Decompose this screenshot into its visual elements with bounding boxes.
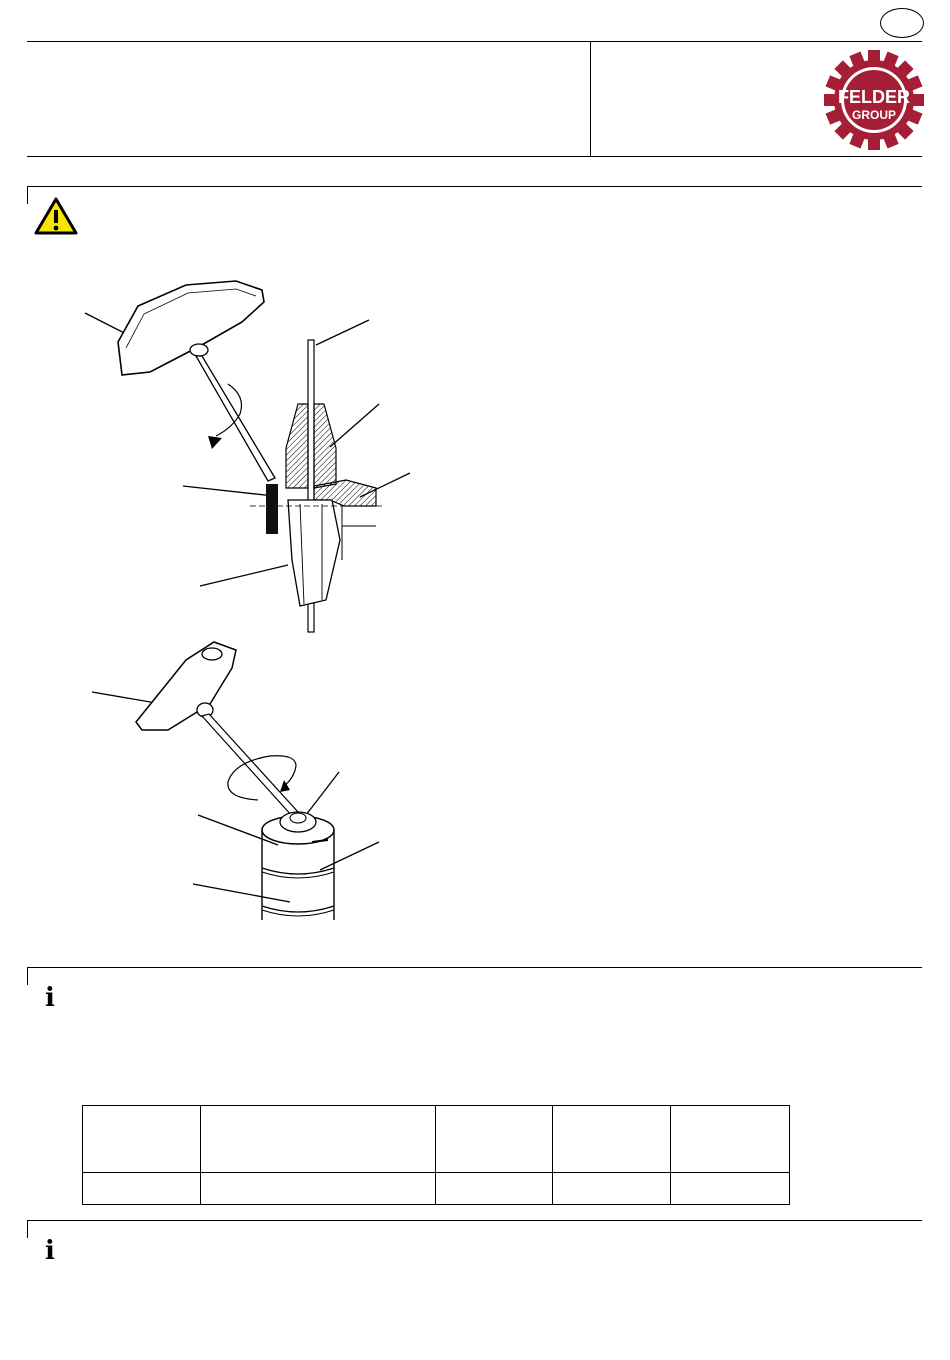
header-bottom-rule <box>27 156 922 157</box>
info-icon: i <box>45 1236 55 1266</box>
table-row <box>83 1173 790 1205</box>
warning-triangle-icon <box>34 197 78 235</box>
info-section-2-marker <box>27 1220 28 1238</box>
logo-word-bottom: GROUP <box>851 108 897 122</box>
table-header-cell <box>436 1106 553 1173</box>
info-section-1-rule <box>27 967 922 968</box>
table-cell <box>552 1173 670 1205</box>
table-header-cell <box>552 1106 670 1173</box>
table-cell <box>436 1173 553 1205</box>
table-header-cell <box>671 1106 790 1173</box>
info-section-2-rule <box>27 1220 922 1221</box>
table-cell <box>83 1173 201 1205</box>
figure-arbor-section <box>80 275 420 635</box>
info-icon: i <box>45 983 55 1013</box>
spec-table <box>82 1105 790 1205</box>
table-header-row <box>83 1106 790 1173</box>
header-divider <box>590 41 591 156</box>
felder-group-logo <box>822 48 926 152</box>
table-cell <box>201 1173 436 1205</box>
warning-section-marker <box>27 186 28 204</box>
info-section-1-marker <box>27 967 28 985</box>
logo-word-top: FELDER <box>838 87 910 107</box>
header-top-rule <box>27 41 922 42</box>
language-badge <box>880 8 924 38</box>
table-cell <box>671 1173 790 1205</box>
table-header-cell <box>201 1106 436 1173</box>
table-header-cell <box>83 1106 201 1173</box>
warning-section-rule <box>27 186 922 187</box>
figure-key-arbor <box>88 638 388 928</box>
